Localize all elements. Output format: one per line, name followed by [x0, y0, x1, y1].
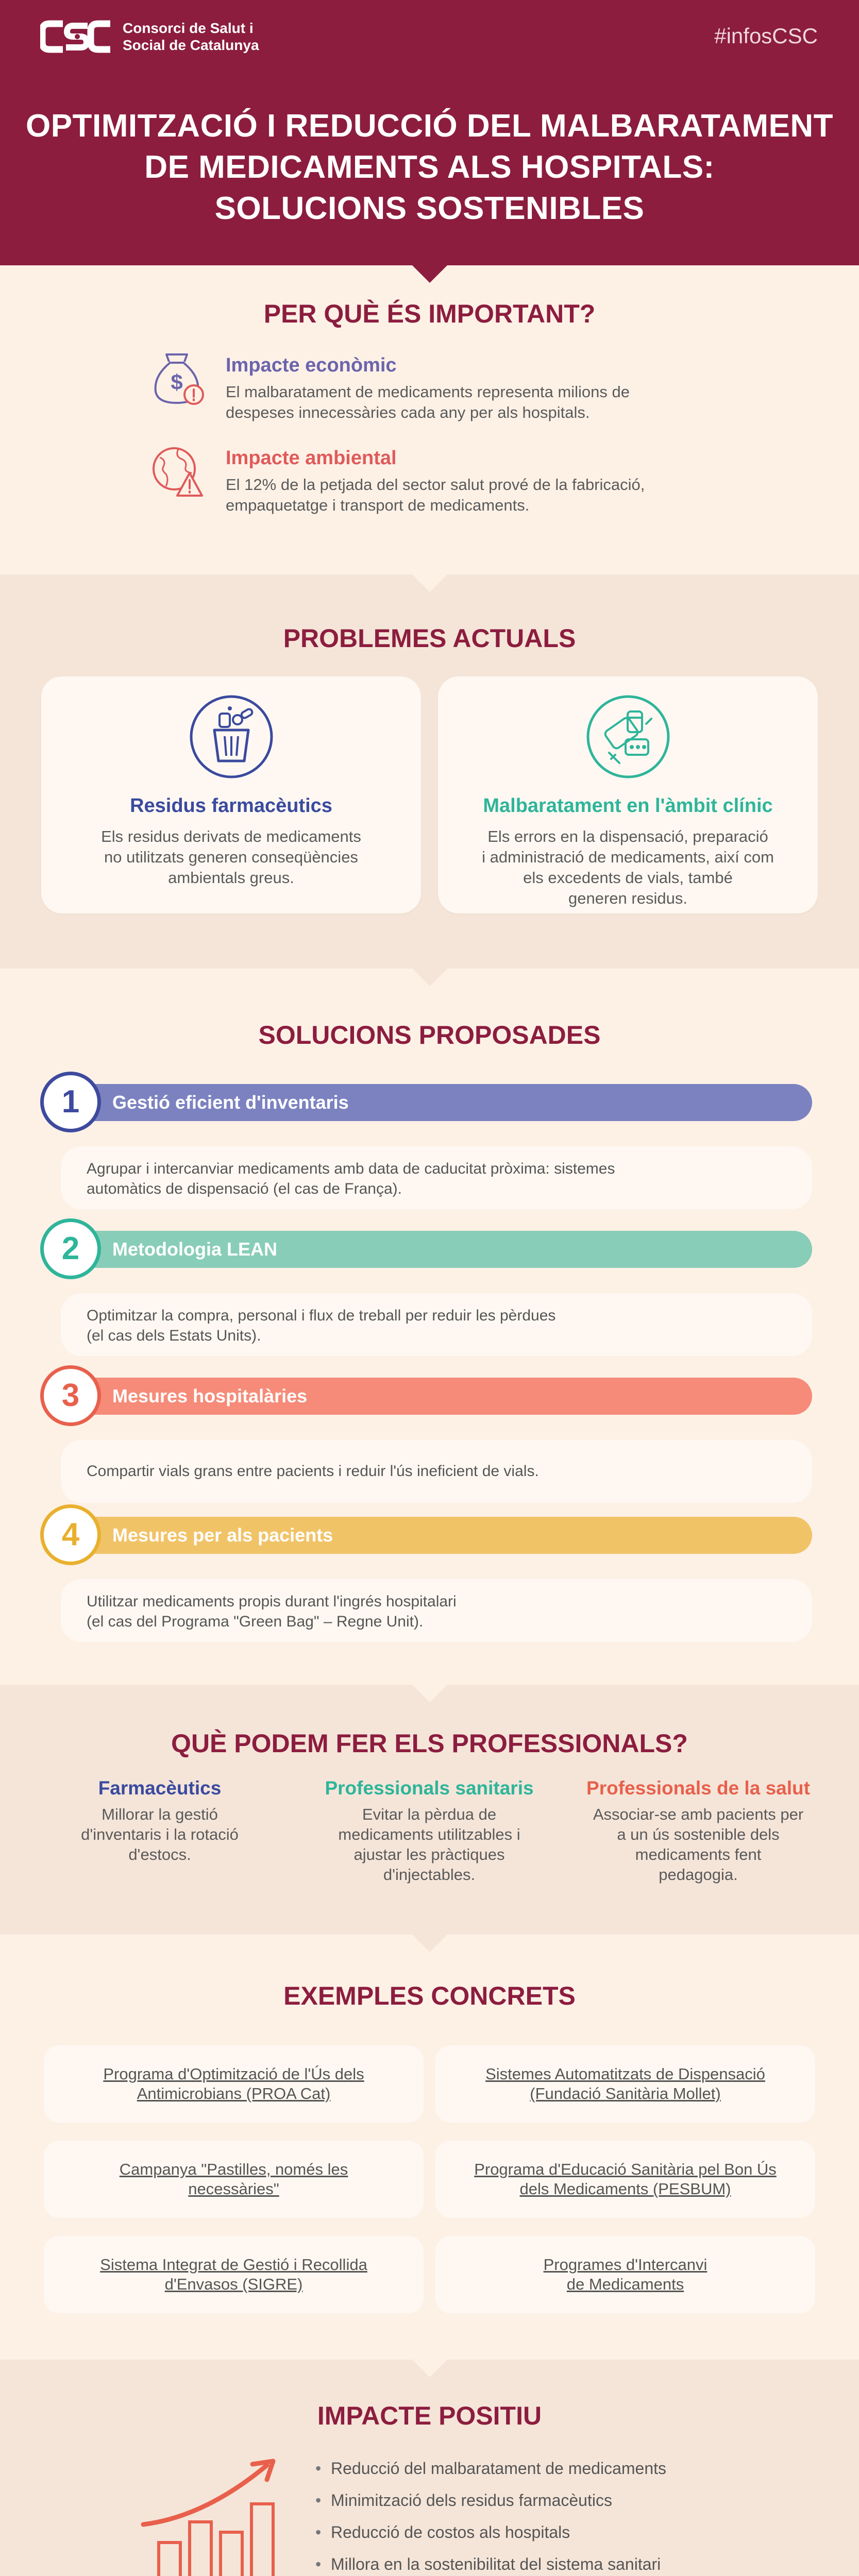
- section-notch: [412, 1685, 447, 1702]
- environmental-impact: [148, 443, 726, 516]
- desc-line: medicaments fent: [635, 1845, 762, 1863]
- solutions-title: SOLUCIONS PROPOSADES: [258, 1021, 601, 1049]
- label-line: dels Medicaments (PESBUM): [519, 2180, 731, 2198]
- solution-bar: Mesures hospitalàries: [61, 1378, 812, 1415]
- csc-logo-mark: [40, 20, 112, 54]
- label-line: d'Envasos (SIGRE): [164, 2275, 303, 2293]
- pharma-waste-desc: [77, 826, 386, 888]
- desc-line: (el cas del Programa "Green Bag" – Regne Unit).: [87, 1613, 424, 1630]
- problems-section: [0, 574, 859, 969]
- example-label: [103, 2064, 364, 2104]
- positive-impact-title: IMPACTE POSITIU: [317, 2401, 542, 2430]
- health-professionals-column: [308, 1777, 550, 1885]
- logo-line-2: Social de Catalunya: [123, 37, 259, 53]
- desc-line: Evitar la pèrdua de: [362, 1805, 497, 1823]
- solutions-section: [0, 969, 859, 1685]
- example-label: [120, 2160, 348, 2199]
- clinical-waste-card: [438, 676, 818, 913]
- label-line: (Fundació Sanitària Mollet): [530, 2084, 721, 2103]
- label-line: Campanya "Pastilles, només les: [119, 2160, 348, 2178]
- logo-line-1: Consorci de Salut i: [123, 20, 254, 36]
- title-line-2: DE MEDICAMENTS ALS HOSPITALS:: [144, 149, 715, 185]
- page-title: [0, 106, 859, 229]
- desc-line: Optimitzar la compra, personal i flux de treball per reduir les pèrdues: [87, 1307, 556, 1324]
- healthcare-professionals-desc: [577, 1804, 819, 1885]
- solution-number: 4: [40, 1504, 101, 1565]
- money-bag-icon: [148, 350, 205, 407]
- why-title: PER QUÈ ÉS IMPORTANT?: [263, 299, 596, 328]
- desc-line: Agrupar i intercanviar medicaments amb data de caducitat pròxima: sistemes: [87, 1160, 615, 1177]
- desc-line: a un ús sostenible dels: [617, 1825, 780, 1843]
- impact-bullet-list: [315, 2452, 666, 2576]
- impact-bullet: • Minimització dels residus farmacèutics: [315, 2484, 666, 2516]
- solution-desc: [61, 1440, 812, 1503]
- desc-line: (el cas dels Estats Units).: [87, 1327, 261, 1344]
- desc-line: ambientals greus.: [168, 869, 294, 887]
- desc-line: no utilitzats generen conseqüències: [104, 848, 358, 866]
- label-line: necessàries": [188, 2180, 279, 2198]
- desc-line: Millorar la gestió: [102, 1805, 218, 1823]
- desc-line: els excedents de vials, també: [523, 869, 733, 887]
- desc-line: generen residus.: [568, 889, 687, 907]
- solution-number: 2: [40, 1218, 101, 1279]
- pharma-waste-title: Residus farmacèutics: [130, 795, 332, 817]
- impact-bullet: • Reducció de costos als hospitals: [315, 2516, 666, 2548]
- section-notch: [412, 265, 447, 283]
- economic-impact: [148, 350, 726, 423]
- desc-line: despeses innecessàries cada any per als hospitals.: [226, 403, 590, 421]
- desc-line: d'inventaris i la rotació: [81, 1825, 239, 1843]
- globe-warning-icon: [148, 443, 205, 500]
- professionals-title: QUÈ PODEM FER ELS PROFESSIONALS?: [171, 1729, 688, 1758]
- label-line: Programes d'Intercanvi: [543, 2256, 708, 2274]
- example-link-intercanvi[interactable]: [435, 2236, 815, 2313]
- solution-bar: Mesures per als pacients: [61, 1517, 812, 1554]
- impact-bullet: • Millora en la sostenibilitat del sistema sanitari: [315, 2548, 666, 2576]
- example-label: [100, 2255, 367, 2294]
- economic-impact-title: Impacte econòmic: [226, 354, 397, 376]
- title-line-1: OPTIMITZACIÓ I REDUCCIÓ DEL MALBARATAMENT: [26, 108, 833, 144]
- impact-bullet: • Reducció del malbaratament de medicaments: [315, 2452, 666, 2484]
- clinical-waste-title: Malbaratament en l'àmbit clínic: [483, 795, 773, 817]
- environmental-impact-text: [226, 443, 645, 516]
- solution-bar: Gestió eficient d'inventaris: [61, 1084, 812, 1121]
- solution-number: 3: [40, 1365, 101, 1426]
- title-line-3: SOLUCIONS SOSTENIBLES: [214, 191, 645, 226]
- economic-impact-text: [226, 350, 630, 423]
- desc-line: Utilitzar medicaments propis durant l'ingrés hospitalari: [87, 1593, 457, 1610]
- section-notch: [412, 2360, 447, 2377]
- health-professionals-desc: [308, 1804, 550, 1885]
- pharmacists-title: Farmacèutics: [98, 1777, 222, 1799]
- desc-line: automàtics de dispensació (el cas de França).: [87, 1180, 402, 1197]
- examples-title: EXEMPLES CONCRETS: [283, 1981, 576, 2010]
- desc-line: d'estocs.: [128, 1845, 191, 1863]
- healthcare-professionals-title: Professionals de la salut: [586, 1777, 810, 1799]
- desc-line: empaquetatge i transport de medicaments.: [226, 496, 530, 514]
- desc-line: d'injectables.: [383, 1866, 476, 1884]
- example-link-dispensing[interactable]: [435, 2045, 815, 2123]
- example-label: [485, 2064, 765, 2104]
- example-label: [544, 2255, 708, 2294]
- economic-impact-desc: [226, 382, 630, 423]
- label-line: Sistema Integrat de Gestió i Recollida: [100, 2256, 367, 2274]
- label-line: Antimicrobians (PROA Cat): [137, 2084, 331, 2103]
- label-line: de Medicaments: [566, 2275, 684, 2293]
- label-line: Programa d'Optimització de l'Ús dels: [103, 2065, 364, 2083]
- desc-line: Associar-se amb pacients per: [593, 1805, 804, 1823]
- csc-logo[interactable]: [40, 20, 259, 54]
- logo-text: [123, 20, 259, 54]
- clinical-waste-desc: [474, 826, 783, 909]
- example-link-pastilles[interactable]: [44, 2141, 424, 2218]
- professionals-section: [0, 1685, 859, 1935]
- healthcare-professionals-column: [577, 1777, 819, 1885]
- desc-line: El malbaratament de medicaments representa milions de: [226, 383, 630, 401]
- desc-line: medicaments utilitzables i: [338, 1825, 520, 1843]
- pharmacists-desc: [39, 1804, 281, 1865]
- desc-line: i administració de medicaments, així com: [482, 848, 774, 866]
- svg-text:$: $: [171, 370, 183, 394]
- environmental-impact-desc: [226, 474, 645, 516]
- problems-title: PROBLEMES ACTUALS: [283, 624, 576, 653]
- environmental-impact-title: Impacte ambiental: [226, 447, 397, 469]
- solution-bar: Metodologia LEAN: [61, 1231, 812, 1268]
- example-link-pesbum[interactable]: [435, 2141, 815, 2218]
- pharma-waste-card: [41, 676, 421, 913]
- pharma-waste-bin-icon: [188, 693, 275, 781]
- clinical-medicines-icon: [584, 693, 672, 781]
- solution-desc: [61, 1146, 812, 1209]
- growth-chart-icon: [138, 2455, 293, 2576]
- example-label: [474, 2160, 777, 2199]
- desc-line: El 12% de la petjada del sector salut prové de la fabricació,: [226, 476, 645, 494]
- example-link-proa[interactable]: [44, 2045, 424, 2123]
- pharmacists-column: [39, 1777, 281, 1865]
- solution-desc: [61, 1579, 812, 1642]
- why-important-section: [0, 265, 859, 574]
- health-professionals-title: Professionals sanitaris: [325, 1777, 534, 1799]
- solution-desc: [61, 1293, 812, 1356]
- desc-line: pedagogia.: [659, 1866, 738, 1884]
- section-notch: [412, 969, 447, 986]
- desc-line: Els errors en la dispensació, preparació: [487, 827, 768, 845]
- hashtag: #infosCSC: [714, 24, 818, 48]
- header: [0, 0, 859, 265]
- desc-line: Compartir vials grans entre pacients i reduir l'ús ineficient de vials.: [87, 1463, 539, 1480]
- desc-line: ajustar les pràctiques: [353, 1845, 505, 1863]
- label-line: Programa d'Educació Sanitària pel Bon Ús: [474, 2160, 777, 2178]
- solution-number: 1: [40, 1072, 101, 1132]
- desc-line: Els residus derivats de medicaments: [101, 827, 361, 845]
- example-link-sigre[interactable]: [44, 2236, 424, 2313]
- examples-section: [0, 1935, 859, 2360]
- label-line: Sistemes Automatitzats de Dispensació: [485, 2065, 765, 2083]
- section-notch: [412, 574, 447, 592]
- section-notch: [412, 1935, 447, 1952]
- positive-impact-section: [0, 2360, 859, 2576]
